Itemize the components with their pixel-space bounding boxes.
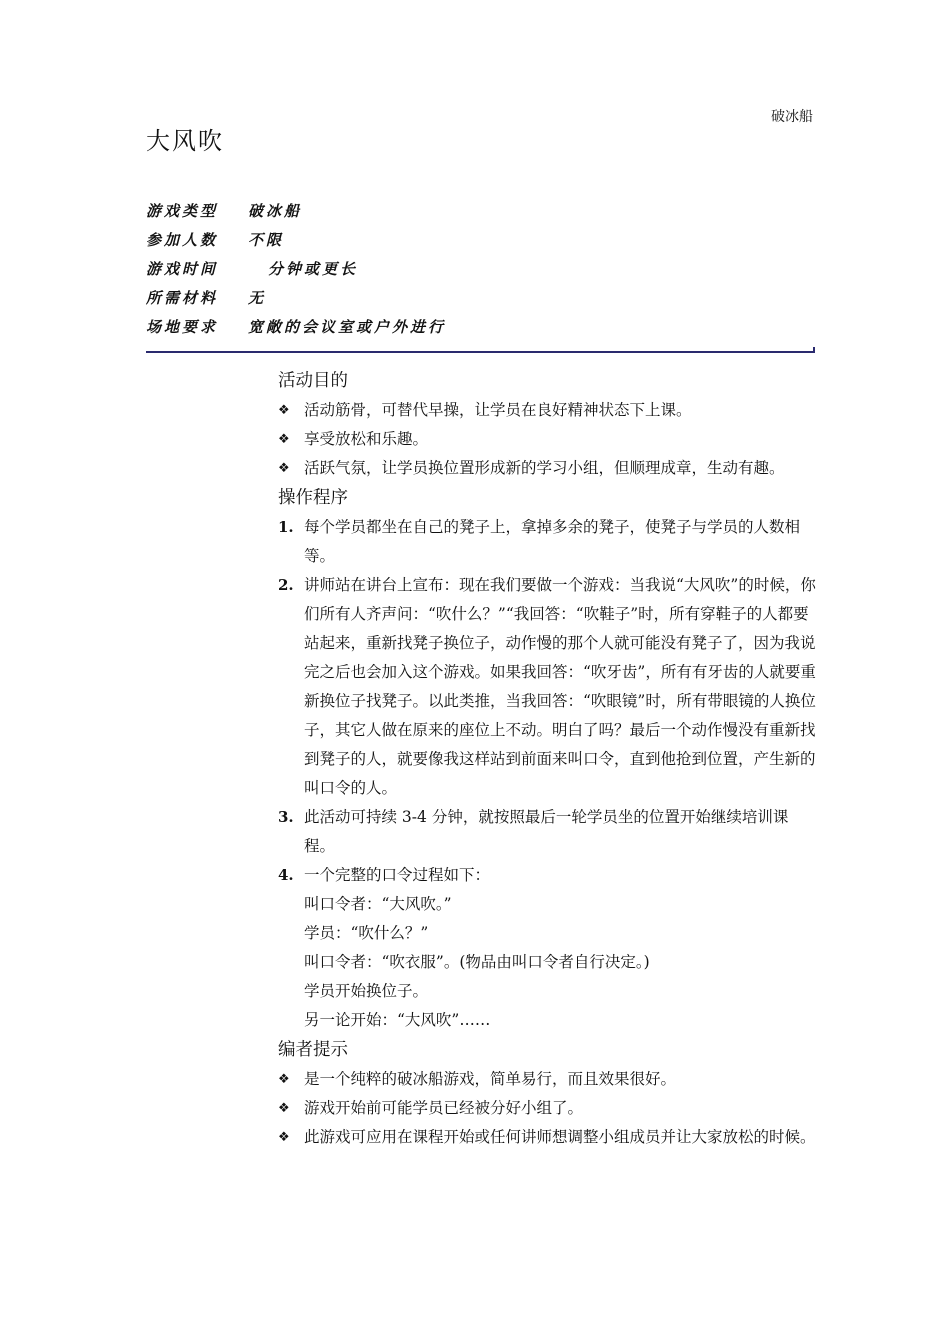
meta-value: 破冰船 (248, 202, 303, 220)
section-heading-procedure: 操作程序 (278, 488, 348, 508)
list-item-text: 享受放松和乐趣。 (304, 430, 429, 448)
numbered-step (278, 571, 818, 803)
numbered-step (278, 803, 818, 861)
meta-row-venue (146, 315, 446, 344)
list-item (278, 454, 818, 483)
meta-value: 分钟或更长 (268, 260, 359, 278)
list-item (278, 1065, 818, 1094)
meta-value: 无 (248, 289, 267, 307)
numbered-step (278, 861, 818, 890)
meta-value: 不限 (248, 231, 285, 249)
divider-end-mark (813, 347, 815, 353)
list-item-text: 活跃气氛，让学员换位置形成新的学习小组，但顺理成章，生动有趣。 (304, 459, 785, 477)
list-item-text: 游戏开始前可能学员已经被分好小组了。 (304, 1099, 584, 1117)
list-item-text: 是一个纯粹的破冰船游戏，简单易行，而且效果很好。 (304, 1070, 677, 1088)
header-category: 破冰船 (771, 109, 813, 125)
dialogue-line: 学员开始换位子。 (304, 982, 429, 1000)
list-item-text: 此游戏可应用在课程开始或任何讲师想调整小组成员并让大家放松的时候。 (304, 1128, 816, 1146)
meta-label: 参加人数 (146, 231, 219, 249)
meta-row-duration (146, 257, 446, 286)
meta-label: 场地要求 (146, 318, 219, 336)
section-heading-purpose: 活动目的 (278, 371, 348, 391)
step-number: 4. (278, 866, 294, 884)
meta-label: 游戏时间 (146, 260, 219, 278)
list-item (278, 396, 818, 425)
list-item (278, 425, 818, 454)
numbered-step (278, 513, 818, 571)
divider-rule (146, 351, 815, 353)
meta-value: 宽敞的会议室或户外进行 (248, 318, 447, 336)
page-title: 大风吹 (146, 127, 224, 155)
diamond-bullet-icon: ❖ (278, 1130, 290, 1145)
step-text: 每个学员都坐在自己的凳子上，拿掉多余的凳子，使凳子与学员的人数相等。 (304, 518, 801, 565)
diamond-bullet-icon: ❖ (278, 1101, 290, 1116)
main-content (278, 366, 818, 1152)
dialogue-line: 另一论开始：“大风吹”…… (304, 1011, 491, 1029)
meta-row-materials (146, 286, 446, 315)
diamond-bullet-icon: ❖ (278, 461, 290, 476)
step-number: 3. (278, 808, 294, 826)
list-item (278, 1094, 818, 1123)
meta-label: 所需材料 (146, 289, 219, 307)
dialogue-line: 学员：“吹什么？” (304, 924, 429, 942)
meta-label: 游戏类型 (146, 202, 219, 220)
list-item (278, 1123, 818, 1152)
diamond-bullet-icon: ❖ (278, 432, 290, 447)
step-number: 2. (278, 576, 294, 594)
step-text: 此活动可持续 3-4 分钟，就按照最后一轮学员坐的位置开始继续培训课程。 (304, 808, 789, 855)
diamond-bullet-icon: ❖ (278, 1072, 290, 1087)
diamond-bullet-icon: ❖ (278, 403, 290, 418)
meta-row-type (146, 199, 446, 228)
section-heading-tips: 编者提示 (278, 1040, 348, 1060)
list-item-text: 活动筋骨，可替代早操，让学员在良好精神状态下上课。 (304, 401, 692, 419)
step-number: 1. (278, 518, 294, 536)
meta-row-participants (146, 228, 446, 257)
game-meta-table (146, 199, 446, 344)
dialogue-line: 叫口令者：“大风吹。” (304, 895, 452, 913)
step-text: 一个完整的口令过程如下： (304, 866, 491, 884)
step-text: 讲师站在讲台上宣布：现在我们要做一个游戏：当我说“大风吹”的时候，你们所有人齐声问：“吹什么？”“我回答：“吹鞋子”时，所有穿鞋子的人都要站起来，重新找凳子换位子，动作慢的那个人就可能没有凳子了，因为我说完之后也会加入这个游戏。如果我回答：“吹牙齿”，所有有牙齿的人就要重新换位子找凳子。以此类推，当我回答：“吹眼镜”时，所有带眼镜的人换位子，其它人做在原来的座位上不动。明白了吗？最后一个动作慢没有重新找到凳子的人，就要像我这样站到前面来叫口令，直到他抢到位置，产生新的叫口令的人。 (304, 576, 816, 797)
dialogue-line: 叫口令者：“吹衣服”。(物品由叫口令者自行决定。) (304, 953, 650, 971)
